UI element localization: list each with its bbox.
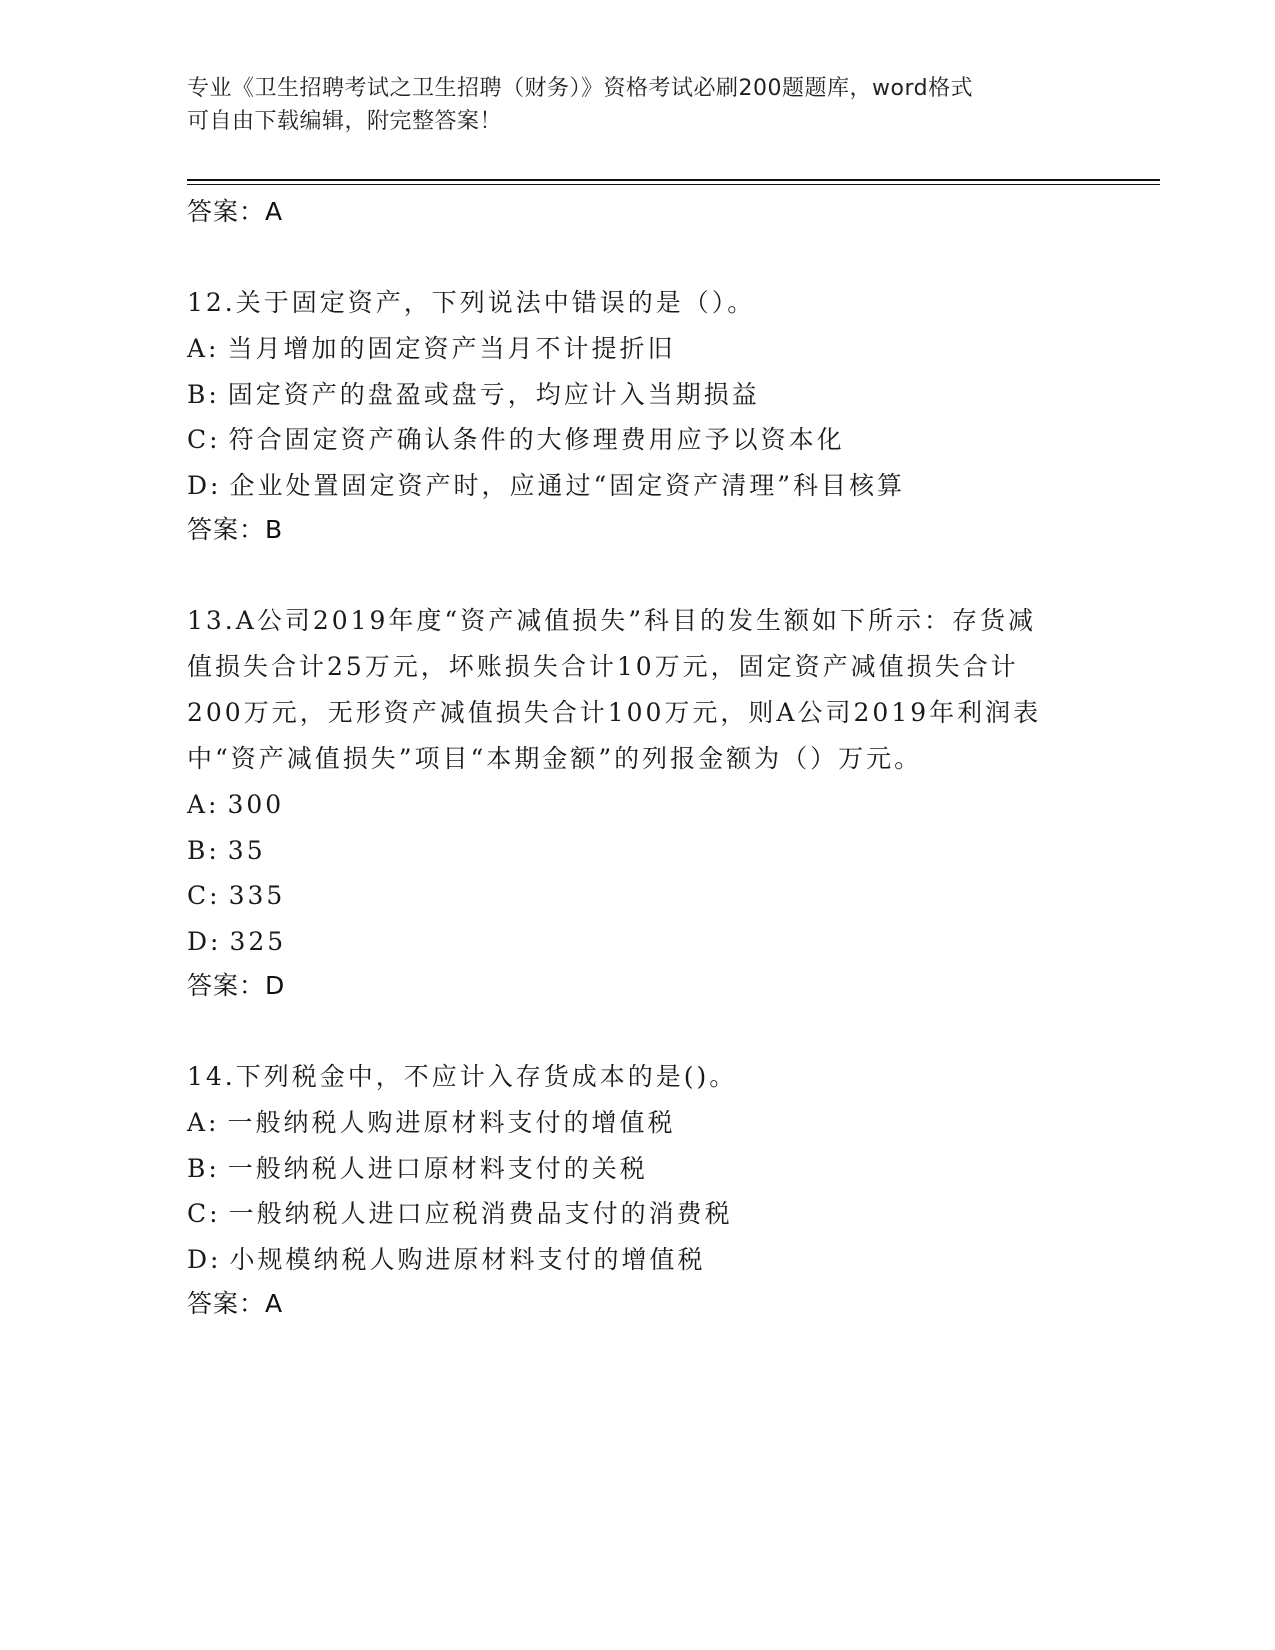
answer-label: 答案： <box>187 197 266 226</box>
question-text: 中“资产减值损失”项目“本期金额”的列报金额为（）万元。 <box>187 744 923 773</box>
option-text: 企业处置固定资产时，应通过“固定资产清理”科目核算 <box>229 470 906 500</box>
answer-label: 答案： <box>187 515 266 544</box>
option-c <box>187 1191 1107 1237</box>
option-letter: B: <box>187 379 220 409</box>
header-divider-thin <box>187 184 1160 185</box>
option-text: 35 <box>227 835 266 865</box>
option-c <box>187 873 1107 919</box>
option-a <box>187 326 1107 372</box>
answer-label: 答案： <box>187 971 266 1000</box>
option-letter: C: <box>187 881 221 910</box>
question-12 <box>187 280 1107 552</box>
answer-value: B <box>265 515 284 544</box>
answer-line <box>187 508 1107 552</box>
answer-value: A <box>265 1289 284 1318</box>
option-text: 小规模纳税人购进原材料支付的增值税 <box>229 1244 706 1274</box>
answer-value: A <box>265 197 284 226</box>
option-text: 335 <box>228 881 286 910</box>
option-text: 300 <box>227 790 285 819</box>
question-text: 12.关于固定资产，下列说法中错误的是（）。 <box>187 288 756 317</box>
option-letter: D: <box>187 470 222 500</box>
option-d <box>187 919 1107 965</box>
option-letter: D: <box>187 926 222 956</box>
answer-value: D <box>265 971 286 1000</box>
option-letter: D: <box>187 1244 222 1274</box>
answer-line <box>187 1282 1107 1326</box>
option-d <box>187 463 1107 509</box>
header-divider <box>187 179 1160 181</box>
question-13 <box>187 598 1107 1008</box>
question-text: 13.A公司2019年度“资产减值损失”科目的发生额如下所示：存货减 <box>187 606 1036 635</box>
option-letter: A: <box>187 334 220 363</box>
header-line: 专业《卫生招聘考试之卫生招聘（财务）》资格考试必刷200题题库，word格式 <box>187 76 974 101</box>
option-letter: B: <box>187 1153 220 1183</box>
option-letter: B: <box>187 835 220 865</box>
option-c <box>187 417 1107 463</box>
option-text: 固定资产的盘盈或盘亏，均应计入当期损益 <box>227 379 760 409</box>
option-b <box>187 1146 1107 1192</box>
option-letter: C: <box>187 1199 221 1228</box>
option-text: 符合固定资产确认条件的大修理费用应予以资本化 <box>228 425 845 454</box>
option-letter: A: <box>187 790 220 819</box>
answer-label: 答案： <box>187 1289 266 1318</box>
header-line: 可自由下载编辑，附完整答案！ <box>187 109 503 134</box>
option-text: 一般纳税人购进原材料支付的增值税 <box>227 1108 676 1137</box>
option-b <box>187 372 1107 418</box>
question-14 <box>187 1054 1107 1326</box>
option-letter: C: <box>187 425 221 454</box>
answer-line <box>187 964 1107 1008</box>
option-b <box>187 828 1107 874</box>
option-text: 当月增加的固定资产当月不计提折旧 <box>227 334 676 363</box>
document-header <box>187 72 1107 138</box>
option-text: 一般纳税人进口原材料支付的关税 <box>227 1153 648 1183</box>
option-text: 325 <box>229 926 287 956</box>
answer-line <box>187 190 1107 234</box>
question-text: 14.下列税金中，不应计入存货成本的是()。 <box>187 1062 738 1091</box>
option-letter: A: <box>187 1108 220 1137</box>
option-a <box>187 782 1107 828</box>
option-d <box>187 1237 1107 1283</box>
question-text: 200万元，无形资产减值损失合计100万元，则A公司2019年利润表 <box>187 698 1042 727</box>
option-text: 一般纳税人进口应税消费品支付的消费税 <box>228 1199 733 1228</box>
question-list <box>187 190 1107 1326</box>
option-a <box>187 1100 1107 1146</box>
question-text: 值损失合计25万元，坏账损失合计10万元，固定资产减值损失合计 <box>187 652 1019 681</box>
